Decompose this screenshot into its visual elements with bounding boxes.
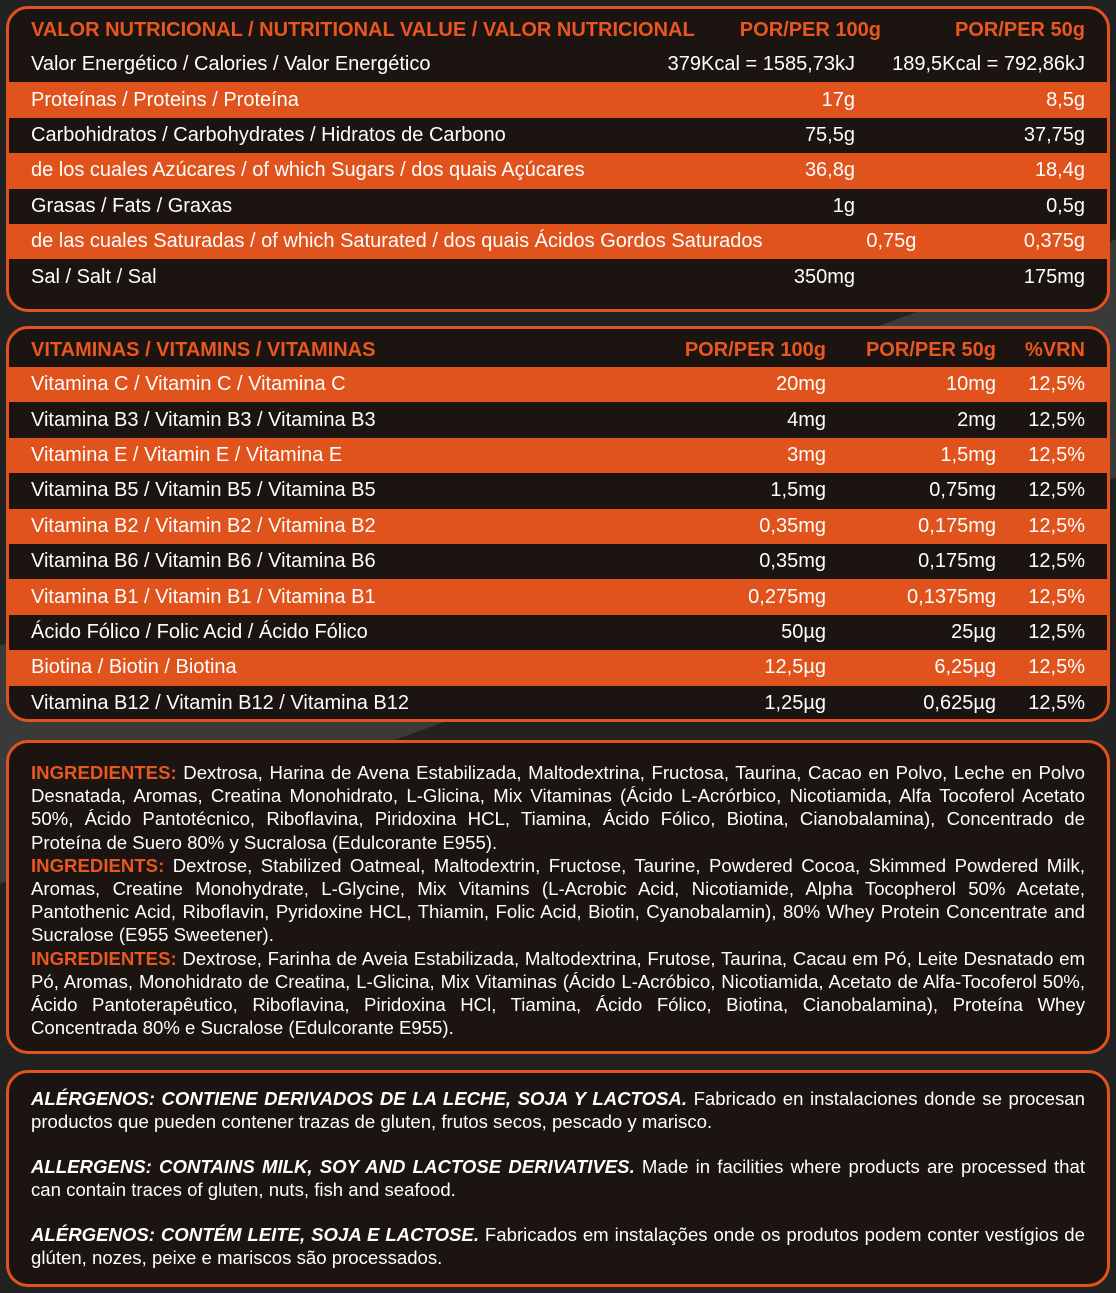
vitamin-label: Vitamina B5 / Vitamin B5 / Vitamina B5 bbox=[31, 479, 376, 502]
ingredients-es-key: INGREDIENTES: bbox=[31, 762, 177, 783]
allergens-pt-text: Fabricados em instalações onde os produtos podem conter vestígios de glúten, nozes, peixe e mariscos são processados. bbox=[31, 1224, 1085, 1268]
vitamin-per100: 1,5mg bbox=[770, 479, 826, 502]
allergens-pt bbox=[31, 1223, 1085, 1269]
table-row bbox=[9, 509, 1107, 544]
allergens-pt-key: ALÉRGENOS: CONTÉM LEITE, SOJA E LACTOSE. bbox=[31, 1224, 479, 1245]
vitamin-vrn: 12,5% bbox=[1028, 620, 1085, 643]
vitamin-label: Vitamina E / Vitamin E / Vitamina E bbox=[31, 443, 343, 466]
table-row bbox=[9, 367, 1107, 402]
vitamin-label: Vitamina B6 / Vitamin B6 / Vitamina B6 bbox=[31, 550, 376, 573]
vitamin-label: Biotina / Biotin / Biotina bbox=[31, 656, 237, 679]
allergens-es-text: Fabricado en instalaciones donde se procesan productos que pueden contener trazas de gluten, frutos secos, pescado y marisco. bbox=[31, 1088, 1085, 1132]
nutrient-per100: 350mg bbox=[793, 265, 855, 288]
ingredients-en-key: INGREDIENTS: bbox=[31, 854, 165, 876]
table-row bbox=[9, 224, 1107, 259]
vitamin-per100: 4mg bbox=[787, 408, 826, 431]
vitamin-per50: 0,175mg bbox=[918, 514, 996, 537]
nutrient-label: Proteínas / Proteins / Proteína bbox=[31, 88, 299, 111]
nutrient-label: de las cuales Saturadas / of which Saturated / dos quais Ácidos Gordos Saturados bbox=[31, 230, 763, 253]
vitamin-label: Vitamina B12 / Vitamin B12 / Vitamina B12 bbox=[31, 691, 409, 714]
vitamin-per50: 2mg bbox=[957, 408, 996, 431]
nutrient-per100: 75,5g bbox=[804, 123, 855, 146]
vitamin-label: Vitamina C / Vitamin C / Vitamina C bbox=[31, 373, 346, 396]
ingredients-pt-text: Dextrose, Farinha de Aveia Estabilizada, Maltodextrina, Frutose, Taurina, Cacau em Pó, Leite Desnatado em Pó, Aromas, Monohidrato de Creatina, L-Glicina, Mix Vitaminas (Ácido L-Acróbico, Nicotiamida, Acetato de Alfa-Tocoferol 50%, Ácido Pantoterapêutico, Riboflavina, Piridoxina HCl, Tiamina, Ácido Fólico, Biotina, Cianobalamina), Proteína Whey Concentrada 80% e Sucralose (Edulcorante E955). bbox=[31, 947, 1085, 1039]
vitamin-per50: 0,75mg bbox=[929, 479, 996, 502]
ingredients-pt-key: INGREDIENTES: bbox=[31, 947, 177, 969]
nutrition-table bbox=[6, 6, 1110, 312]
vitamin-label: Ácido Fólico / Folic Acid / Ácido Fólico bbox=[31, 620, 368, 643]
vitamins-header-vrn: %VRN bbox=[1024, 338, 1085, 361]
nutrient-per100: 17g bbox=[821, 88, 855, 111]
vitamin-per100: 12,5µg bbox=[764, 656, 826, 679]
vitamin-per100: 0,35mg bbox=[759, 550, 826, 573]
table-row bbox=[9, 153, 1107, 188]
table-row bbox=[9, 438, 1107, 473]
nutrient-per50: 18,4g bbox=[1034, 159, 1085, 182]
nutrient-per100: 379Kcal = 1585,73kJ bbox=[667, 53, 855, 76]
vitamins-header-per100: POR/PER 100g bbox=[684, 338, 826, 361]
vitamin-vrn: 12,5% bbox=[1028, 656, 1085, 679]
nutrient-per50: 175mg bbox=[1023, 265, 1085, 288]
nutrient-label: Carbohidratos / Carbohydrates / Hidratos de Carbono bbox=[31, 123, 506, 146]
nutrient-per100: 0,75g bbox=[866, 230, 917, 253]
nutrient-label: Sal / Salt / Sal bbox=[31, 265, 157, 288]
nutrient-per50: 189,5Kcal = 792,86kJ bbox=[892, 53, 1085, 76]
vitamins-header-per50: POR/PER 50g bbox=[865, 338, 996, 361]
ingredients-en bbox=[31, 854, 1085, 947]
vitamin-per100: 0,275mg bbox=[748, 585, 826, 608]
vitamin-vrn: 12,5% bbox=[1028, 691, 1085, 714]
table-row bbox=[9, 473, 1107, 508]
ingredients-es-text: Dextrosa, Harina de Avena Estabilizada, Maltodextrina, Fructosa, Taurina, Cacao en Polvo, Leche en Polvo Desnatada, Aromas, Creatina Monohidrato, L-Glicina, Mix Vitaminas (Ácido L-Acrórbico, Nicotiamida, Alfa Tocoferol Acetato 50%, Ácido Pantotécnico, Riboflavina, Piridoxina HCL, Tiamina, Ácido Fólico, Biotina, Cianobalamina), Concentrado de Proteína de Suero 80% y Sucralosa (Edulcorante E955). bbox=[31, 762, 1085, 853]
vitamin-per100: 1,25µg bbox=[764, 691, 826, 714]
allergens-en-text: Made in facilities where products are processed that can contain traces of gluten, nuts, fish and seafood. bbox=[31, 1156, 1085, 1200]
table-row bbox=[9, 686, 1107, 721]
ingredients-es bbox=[31, 761, 1085, 854]
vitamin-per50: 1,5mg bbox=[940, 443, 996, 466]
vitamin-per50: 0,1375mg bbox=[907, 585, 996, 608]
vitamin-per50: 0,175mg bbox=[918, 550, 996, 573]
table-row bbox=[9, 118, 1107, 153]
nutrient-per50: 0,5g bbox=[1046, 194, 1085, 217]
vitamin-per50: 0,625µg bbox=[923, 691, 996, 714]
vitamin-label: Vitamina B2 / Vitamin B2 / Vitamina B2 bbox=[31, 514, 376, 537]
ingredients-section bbox=[6, 740, 1110, 1054]
table-row bbox=[9, 259, 1107, 294]
nutrient-per100: 1g bbox=[832, 194, 855, 217]
vitamins-table bbox=[6, 326, 1110, 722]
allergens-section bbox=[6, 1070, 1110, 1287]
vitamin-label: Vitamina B1 / Vitamin B1 / Vitamina B1 bbox=[31, 585, 376, 608]
vitamin-per100: 0,35mg bbox=[759, 514, 826, 537]
table-row bbox=[9, 650, 1107, 685]
nutrient-label: de los cuales Azúcares / of which Sugars / dos quais Açúcares bbox=[31, 159, 585, 182]
table-row bbox=[9, 82, 1107, 117]
nutrition-header-per100: POR/PER 100g bbox=[739, 18, 881, 41]
nutrient-per50: 8,5g bbox=[1046, 88, 1085, 111]
table-row bbox=[9, 402, 1107, 437]
vitamin-per100: 50µg bbox=[781, 620, 826, 643]
vitamin-per50: 25µg bbox=[951, 620, 996, 643]
vitamin-vrn: 12,5% bbox=[1028, 550, 1085, 573]
allergens-en-key: ALLERGENS: CONTAINS MILK, SOY AND LACTOSE DERIVATIVES. bbox=[31, 1156, 635, 1177]
table-row bbox=[9, 579, 1107, 614]
vitamins-header-label: VITAMINAS / VITAMINS / VITAMINAS bbox=[31, 338, 376, 361]
vitamin-vrn: 12,5% bbox=[1028, 479, 1085, 502]
ingredients-pt bbox=[31, 947, 1085, 1040]
vitamin-vrn: 12,5% bbox=[1028, 408, 1085, 431]
table-row bbox=[9, 47, 1107, 82]
nutrient-label: Valor Energético / Calories / Valor Energético bbox=[31, 53, 431, 76]
nutrient-per100: 36,8g bbox=[804, 159, 855, 182]
vitamin-per100: 20mg bbox=[775, 373, 826, 396]
vitamin-vrn: 12,5% bbox=[1028, 443, 1085, 466]
nutrient-label: Grasas / Fats / Graxas bbox=[31, 194, 233, 217]
vitamin-per50: 10mg bbox=[945, 373, 996, 396]
vitamin-per50: 6,25µg bbox=[934, 656, 996, 679]
allergens-es-key: ALÉRGENOS: CONTIENE DERIVADOS DE LA LECHE, SOJA Y LACTOSA. bbox=[31, 1088, 688, 1109]
allergens-en bbox=[31, 1155, 1085, 1201]
nutrition-header bbox=[9, 9, 1107, 47]
nutrition-header-per50: POR/PER 50g bbox=[954, 18, 1085, 41]
table-row bbox=[9, 544, 1107, 579]
vitamin-vrn: 12,5% bbox=[1028, 514, 1085, 537]
vitamin-per100: 3mg bbox=[787, 443, 826, 466]
nutrition-header-label: VALOR NUTRICIONAL / NUTRITIONAL VALUE / VALOR NUTRICIONAL bbox=[31, 18, 695, 41]
nutrient-per50: 37,75g bbox=[1023, 123, 1085, 146]
vitamin-label: Vitamina B3 / Vitamin B3 / Vitamina B3 bbox=[31, 408, 376, 431]
vitamin-vrn: 12,5% bbox=[1028, 585, 1085, 608]
table-row bbox=[9, 615, 1107, 650]
vitamin-vrn: 12,5% bbox=[1028, 373, 1085, 396]
ingredients-en-text: Dextrose, Stabilized Oatmeal, Maltodextrin, Fructose, Taurine, Powdered Cocoa, Skimmed Powdered Milk, Aromas, Creatine Monohydrate, L-Glycine, Mix Vitamins (L-Acrobic Acid, Nicotiamide, Alpha Tocopherol 50% Acetate, Pantothenic Acid, Riboflavin, Pyridoxine HCL, Thiamin, Folic Acid, Biotin, Cyanobalamin), 80% Whey Protein Concentrate and Sucralose (E955 Sweetener). bbox=[31, 854, 1085, 946]
vitamins-header bbox=[9, 329, 1107, 367]
nutrient-per50: 0,375g bbox=[1023, 230, 1085, 253]
allergens-es bbox=[31, 1087, 1085, 1133]
table-row bbox=[9, 189, 1107, 224]
